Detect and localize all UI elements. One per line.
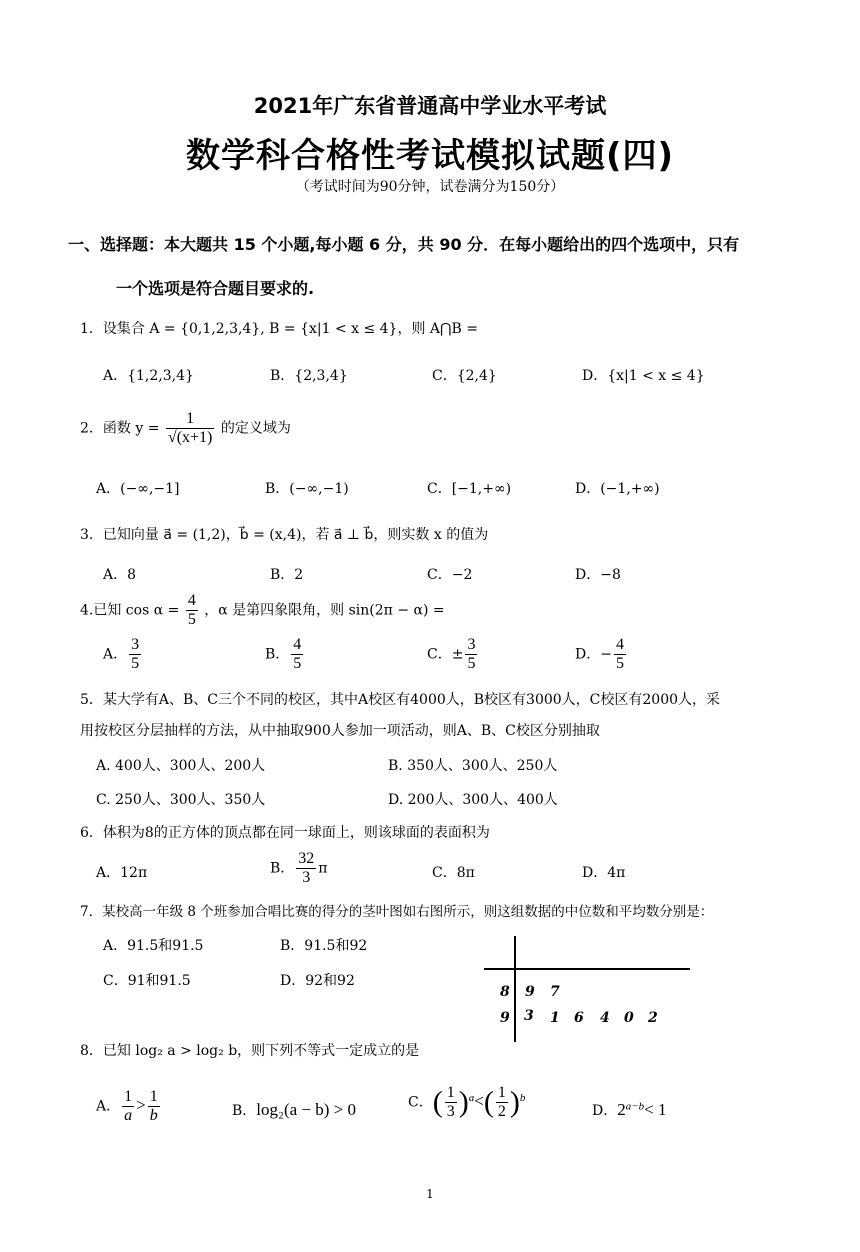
q6-option-a [96, 862, 147, 882]
question-1: 1．设集合 A = {0,1,2,3,4}, B = {x|1 < x ≤ 4}，则 A⋂B = [80, 321, 478, 337]
q2-option-a: A．(−∞,−1] [96, 481, 180, 497]
section-heading-cont: 一个选项是符合题目要求的. [116, 279, 315, 298]
q8-c-right-num: 1 [497, 1084, 506, 1101]
q5-option-d: D. 200人、300人、400人 [388, 792, 558, 808]
leaf: 1 [550, 1010, 560, 1026]
q4-option-c-den: 5 [467, 655, 476, 672]
q2-option-c: C．[−1,+∞) [427, 481, 512, 497]
exam-title-line1: 2021年广东省普通高中学业水平考试 [253, 94, 607, 118]
q4-option-b-den: 5 [293, 655, 302, 672]
q8-option-a-right [148, 1088, 160, 1125]
q8-c-left-exp: a [468, 1091, 475, 1104]
q8-c-right-exp: b [519, 1091, 526, 1104]
q8-c-left-paren-close: ) [458, 1085, 469, 1119]
q5-option-b: B. 350人、300人、250人 [388, 758, 558, 774]
q8-c-left-den: 3 [446, 1103, 455, 1120]
q4-option-a [103, 636, 143, 673]
q5-option-c: C. 250人、300人、350人 [96, 792, 266, 808]
q4-option-d [575, 636, 628, 673]
q8-option-d-label: D． [592, 1103, 618, 1119]
q6-option-a-label: A． [96, 865, 121, 881]
q3-option-c: C．−2 [427, 567, 473, 583]
q8-option-a [96, 1088, 162, 1125]
q8-option-a-left [122, 1088, 134, 1125]
q6-option-d-text: 4π [607, 865, 626, 881]
question-7: 7．某校高一年级 8 个班参加合唱比赛的得分的茎叶图如右图所示，则这组数据的中位数和平均数分别是： [80, 904, 714, 920]
leaf: 3 [524, 1008, 534, 1024]
q4-option-c-num: 3 [467, 636, 476, 653]
q4-option-b-label: B． [265, 646, 290, 663]
q7-option-c: C．91和91.5 [103, 973, 191, 989]
stem-9: 9 [500, 1010, 510, 1026]
q4-option-a-fraction [129, 636, 141, 673]
q3-option-d: D．−8 [575, 567, 621, 583]
q1-option-b: B．{2,3,4} [270, 368, 348, 384]
q8-option-c-label: C． [408, 1094, 433, 1111]
q4-suffix: ，α 是第四象限角，则 sin(2π − α) = [204, 602, 445, 619]
q4-option-c [427, 636, 479, 673]
q6-option-b-den: 3 [302, 869, 311, 886]
section-heading: 一、选择题：本大题共 15 个小题,每小题 6 分，共 90 分．在每小题给出的四个选项中，只有 [68, 235, 740, 254]
q8-c-left-paren-open: ( [432, 1085, 443, 1119]
q4-option-d-label: D． [575, 646, 601, 663]
q4-option-b-fraction [291, 636, 303, 673]
question-8: 8．已知 log₂ a > log₂ b，则下列不等式一定成立的是 [80, 1043, 420, 1059]
q4-numerator: 4 [187, 592, 196, 609]
q8-option-c [408, 1084, 525, 1121]
q2-option-b: B．(−∞,−1) [265, 481, 349, 497]
q8-option-b-text: log₂(a − b) > 0 [256, 1100, 356, 1119]
q8-a-right-num: 1 [149, 1088, 158, 1105]
q4-option-c-sign: ± [451, 646, 464, 663]
q1-option-c: C．{2,4} [432, 368, 497, 384]
q4-denominator: 5 [187, 611, 196, 628]
q4-option-c-label: C． [427, 646, 452, 663]
q6-option-b [270, 850, 328, 887]
question-6: 6．体积为8的正方体的顶点都在同一球面上，则该球面的表面积为 [80, 825, 490, 841]
q7-option-d: D．92和92 [280, 973, 355, 989]
q5-option-a: A. 400人、300人、200人 [96, 758, 266, 774]
q6-option-d [582, 862, 625, 882]
page-number: 1 [426, 1187, 434, 1201]
q4-option-d-den: 5 [615, 655, 624, 672]
q4-option-a-den: 5 [131, 655, 140, 672]
q8-a-left-den: a [124, 1107, 133, 1124]
q3-option-b: B．2 [270, 567, 304, 583]
q8-option-c-left [445, 1084, 457, 1121]
q8-c-right-den: 2 [497, 1103, 506, 1120]
stem-leaf-horizontal-line [484, 968, 690, 970]
q6-option-c-label: C． [432, 865, 457, 881]
q2-numerator: 1 [166, 410, 214, 429]
question-5-line1: 5．某大学有A、B、C三个不同的校区，其中A校区有4000人，B校区有3000人，C校区有2000人，采 [80, 692, 721, 708]
q4-fraction [186, 592, 198, 629]
q8-a-right-den: b [149, 1107, 158, 1124]
q6-option-c [432, 862, 475, 882]
q8-a-left-num: 1 [124, 1088, 133, 1105]
q1-option-d: D．{x|1 < x ≤ 4} [582, 368, 705, 384]
q4-option-c-fraction [465, 636, 477, 673]
q8-option-d [592, 1100, 667, 1120]
q8-d-base: 2 [617, 1100, 626, 1119]
q2-denominator: √(x+1) [167, 429, 213, 446]
q4-prefix: 4.已知 cos α = [80, 602, 180, 619]
q4-option-b-num: 4 [293, 636, 302, 653]
question-2 [80, 410, 291, 447]
q1-option-a: A．{1,2,3,4} [103, 368, 194, 384]
q8-c-left-num: 1 [446, 1084, 455, 1101]
leaf: 0 [624, 1010, 634, 1026]
q8-option-b-label: B． [232, 1103, 257, 1119]
q8-c-operator: < [474, 1091, 484, 1111]
q2-option-d: D．(−1,+∞) [575, 481, 660, 497]
q6-option-c-text: 8π [456, 865, 475, 881]
leaf: 6 [574, 1010, 584, 1026]
leaf: 4 [600, 1010, 610, 1026]
question-3: 3．已知向量 a⃗ = (1,2)，b⃗ = (x,4)，若 a⃗ ⊥ b⃗，则实数 x 的值为 [80, 527, 489, 543]
question-4 [80, 592, 445, 629]
q4-option-a-num: 3 [131, 636, 140, 653]
q8-option-b [232, 1100, 356, 1120]
q4-option-d-num: 4 [615, 636, 624, 653]
exam-subtitle: （考试时间为90分钟，试卷满分为150分） [295, 179, 565, 195]
q4-option-d-fraction [614, 636, 626, 673]
q2-fraction [166, 410, 214, 447]
leaf: 7 [550, 984, 560, 1000]
q6-option-b-num: 32 [298, 850, 315, 867]
q4-option-d-sign: − [600, 646, 612, 663]
q8-c-right-paren-close: ) [509, 1085, 520, 1119]
q7-option-b: B．91.5和92 [280, 938, 368, 954]
q8-d-tail: < 1 [644, 1100, 667, 1119]
leaf: 9 [525, 984, 535, 1000]
q4-option-a-label: A． [103, 646, 128, 663]
q8-option-c-right [496, 1084, 508, 1121]
exam-title-main: 数学科合格性考试模拟试题(四) [185, 136, 675, 176]
q2-suffix: 的定义域为 [220, 420, 291, 437]
leaf: 2 [648, 1010, 658, 1026]
q6-option-b-tail: π [318, 860, 328, 877]
q8-a-operator: > [136, 1095, 146, 1115]
q8-c-right-paren-open: ( [483, 1085, 494, 1119]
q2-prefix: 2．函数 y = [80, 420, 160, 437]
q7-option-a: A．91.5和91.5 [103, 938, 204, 954]
q8-option-a-label: A． [96, 1098, 121, 1115]
stem-leaf-vertical-line [514, 936, 516, 1042]
q4-option-b [265, 636, 305, 673]
q6-option-d-label: D． [582, 865, 608, 881]
q6-option-b-label: B． [270, 860, 295, 877]
q8-d-exponent: a−b [625, 1100, 645, 1113]
q6-option-b-fraction [296, 850, 316, 887]
stem-8: 8 [500, 984, 510, 1000]
q3-option-a: A．8 [103, 567, 137, 583]
question-5-line2: 用按校区分层抽样的方法，从中抽取900人参加一项活动，则A、B、C校区分别抽取 [80, 723, 600, 739]
q6-option-a-text: 12π [120, 865, 148, 881]
